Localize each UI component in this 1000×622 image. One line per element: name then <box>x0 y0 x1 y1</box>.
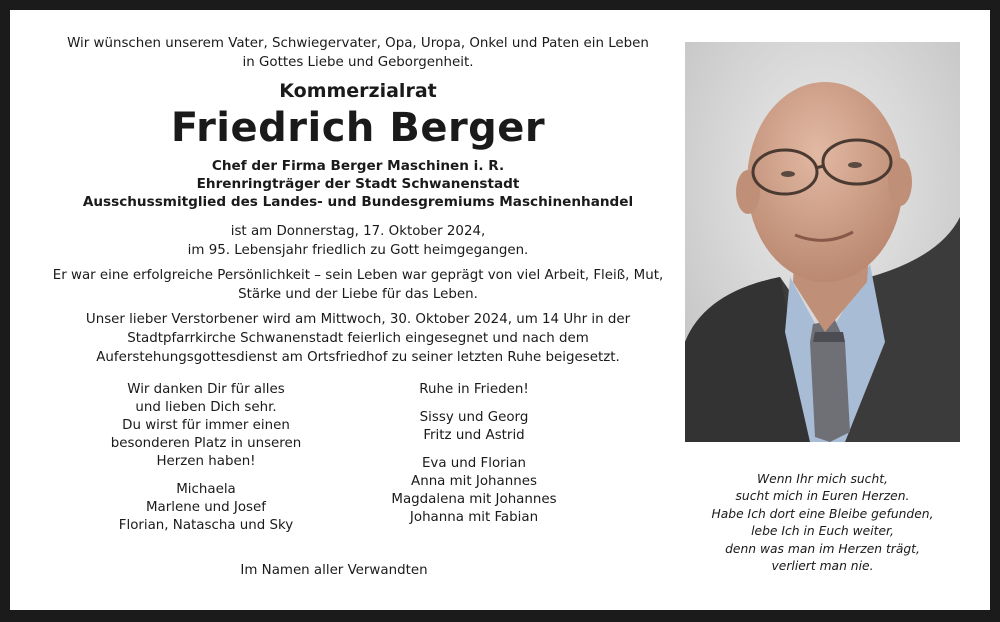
family-name: Sissy und Georg <box>419 410 529 425</box>
death-line: ist am Donnerstag, 17. Oktober 2024, <box>230 224 486 239</box>
portrait-photo <box>685 42 960 442</box>
portrait-illustration <box>685 42 960 442</box>
poem-line: denn was man im Herzen trägt, <box>725 541 920 556</box>
poem-line: Wenn Ihr mich sucht, <box>757 472 888 486</box>
title-line: Ausschussmitglied des Landes- und Bundesgremiums Maschinenhandel <box>82 194 634 210</box>
honorific-title: Kommerzialrat <box>279 80 437 102</box>
obituary-card <box>10 10 990 610</box>
family-name: Johanna mit Fabian <box>409 510 539 525</box>
death-line: im 95. Lebensjahr friedlich zu Gott heimgegangen. <box>187 243 529 258</box>
signature-column-left <box>106 381 306 545</box>
intro-text <box>34 34 682 72</box>
poem-line: sucht mich in Euren Herzen. <box>735 489 910 504</box>
funeral-line: Unser lieber Verstorbener wird am Mittwoch, 30. Oktober 2024, um 14 Uhr in der <box>85 312 631 327</box>
poem-line: verliert man nie. <box>771 559 874 574</box>
personality-line: Er war eine erfolgreiche Persönlichkeit – sein Leben war geprägt von viel Arbeit, Fleiß, Mut, <box>52 268 664 283</box>
thanks-text <box>106 381 306 471</box>
thanks-line: und lieben Dich sehr. <box>135 400 277 415</box>
signatures <box>34 381 682 561</box>
poem-line: Habe Ich dort eine Bleibe gefunden, <box>711 506 934 521</box>
family-name: Michaela <box>176 482 236 497</box>
family-name: Fritz und Astrid <box>423 428 525 443</box>
title-line: Chef der Firma Berger Maschinen i. R. <box>211 158 505 174</box>
thanks-line: besonderen Platz in unseren <box>110 436 302 451</box>
memorial-poem <box>685 471 960 575</box>
intro-line: in Gottes Liebe und Geborgenheit. <box>242 55 474 70</box>
funeral-line: Stadtpfarrkirche Schwanenstadt feierlich eingesegnet und nach dem <box>127 331 589 346</box>
deceased-name: Friedrich Berger <box>170 105 546 151</box>
family-name: Marlene und Josef <box>145 500 266 515</box>
family-group-right-1 <box>374 409 574 445</box>
funeral-text <box>34 310 682 367</box>
personality-text <box>34 266 682 304</box>
thanks-line: Herzen haben! <box>156 454 256 469</box>
family-name: Anna mit Johannes <box>411 474 537 489</box>
family-name: Magdalena mit Johannes <box>391 492 557 507</box>
personality-line: Stärke und der Liebe für das Leben. <box>238 287 478 302</box>
rip-text: Ruhe in Frieden! <box>419 382 529 397</box>
obituary-text-column <box>34 34 682 561</box>
thanks-line: Wir danken Dir für alles <box>127 382 285 397</box>
family-name: Eva und Florian <box>421 456 527 471</box>
intro-line: Wir wünschen unserem Vater, Schwiegervater, Opa, Uropa, Onkel und Paten ein Leben <box>67 36 649 51</box>
death-notice <box>34 222 682 260</box>
titles-block <box>34 157 682 211</box>
poem-line: lebe Ich in Euch weiter, <box>751 524 894 539</box>
family-group-right-2 <box>374 455 574 527</box>
signature-column-right <box>374 381 574 537</box>
footer-text: Im Namen aller Verwandten <box>240 563 428 578</box>
family-group-left <box>106 481 306 535</box>
title-line: Ehrenringträger der Stadt Schwanenstadt <box>196 176 520 192</box>
family-name: Florian, Natascha und Sky <box>118 518 294 533</box>
funeral-line: Auferstehungsgottesdienst am Ortsfriedhof zu seiner letzten Ruhe beigesetzt. <box>96 350 620 365</box>
thanks-line: Du wirst für immer einen <box>122 418 290 433</box>
